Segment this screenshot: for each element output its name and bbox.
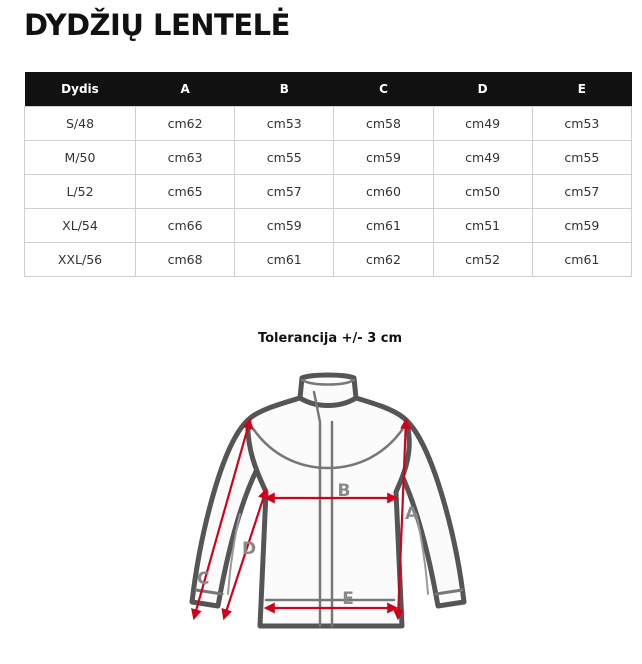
label-b: B [337,481,351,501]
table-cell: S/48 [25,107,136,141]
table-cell: cm52 [433,243,532,277]
table-row [25,141,632,175]
table-cell: cm58 [334,107,433,141]
label-c: C [197,569,210,589]
header-c: C [334,72,433,107]
table-cell: cm55 [235,141,334,175]
table-cell: cm61 [334,209,433,243]
table-header-row [25,72,632,107]
table-cell: cm65 [136,175,235,209]
header-a: A [136,72,235,107]
header-b: B [235,72,334,107]
header-size: Dydis [25,72,136,107]
header-e: E [532,72,631,107]
table-cell: L/52 [25,175,136,209]
label-d: D [242,539,257,559]
table-cell: cm62 [136,107,235,141]
table-cell: cm57 [532,175,631,209]
page-title: DYDŽIŲ LENTELĖ [24,8,290,42]
table-cell: cm59 [532,209,631,243]
jacket-diagram [180,364,480,634]
table-cell: cm57 [235,175,334,209]
table-row [25,175,632,209]
table-cell: cm66 [136,209,235,243]
table-cell: cm53 [532,107,631,141]
table-cell: cm61 [532,243,631,277]
tolerance-note: Tolerancija +/- 3 cm [257,331,403,346]
size-table [24,72,632,277]
table-cell: cm62 [334,243,433,277]
table-cell: M/50 [25,141,136,175]
label-a: A [405,504,419,524]
table-cell: cm49 [433,107,532,141]
header-d: D [433,72,532,107]
table-cell: cm51 [433,209,532,243]
table-row [25,243,632,277]
table-row [25,107,632,141]
table-cell: cm49 [433,141,532,175]
table-cell: cm61 [235,243,334,277]
table-row [25,209,632,243]
table-cell: cm60 [334,175,433,209]
table-cell: XL/54 [25,209,136,243]
label-e: E [342,589,354,609]
table-cell: cm50 [433,175,532,209]
table-cell: cm63 [136,141,235,175]
table-cell: XXL/56 [25,243,136,277]
table-cell: cm53 [235,107,334,141]
table-cell: cm68 [136,243,235,277]
table-cell: cm55 [532,141,631,175]
table-cell: cm59 [334,141,433,175]
table-cell: cm59 [235,209,334,243]
